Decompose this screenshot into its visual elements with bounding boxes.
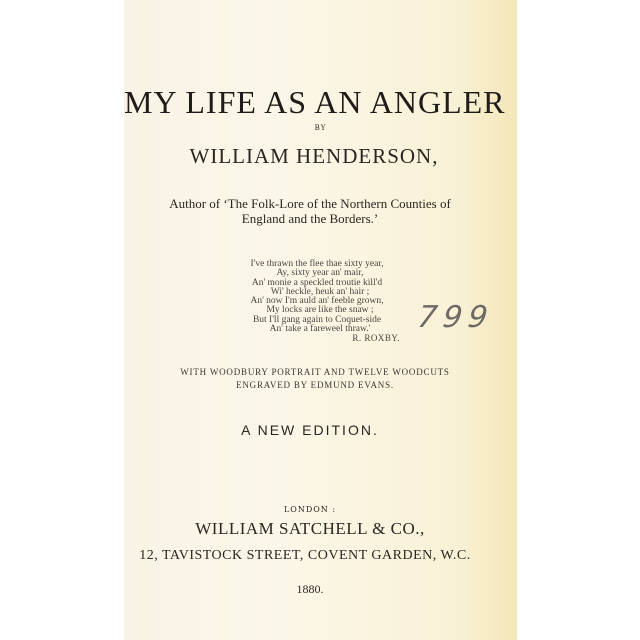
handwritten-note: 799: [415, 300, 496, 335]
poem-line: An' monie a speckled troutie kill'd: [251, 277, 383, 288]
poem-line: My locks are like the snaw ;: [266, 305, 374, 316]
edition: A NEW EDITION.: [241, 422, 379, 438]
poem-line: An' now I'm auld an' feeble grown,: [250, 296, 384, 307]
imprint-year: 1880.: [296, 582, 324, 596]
illustrations-line: ENGRAVED BY EDMUND EVANS.: [236, 380, 394, 390]
poem-line: I've thrawn the flee thae sixty year,: [250, 259, 384, 269]
poem-line: Wi' heckle, heuk an' hair ;: [270, 286, 370, 297]
author-description-line: Author of ‘The Folk-Lore of the Northern Counties of: [169, 196, 451, 211]
poem-line: An' take a fareweel thraw.': [269, 324, 371, 335]
poem-line: But I'll gang again to Coquet-side: [252, 314, 382, 325]
author-description: [160, 196, 460, 226]
author-name: WILLIAM HENDERSON,: [189, 144, 439, 168]
illustrations-note: [150, 366, 480, 392]
epigraph-poem: [240, 260, 400, 344]
poem-attribution: R. ROXBY.: [352, 333, 400, 344]
by-line: BY: [314, 124, 327, 132]
book-title: MY LIFE AS AN ANGLER: [124, 84, 506, 120]
imprint-city: LONDON :: [283, 505, 337, 514]
imprint-publisher: WILLIAM SATCHELL & CO.,: [195, 519, 425, 538]
imprint-address: 12, TAVISTOCK STREET, COVENT GARDEN, W.C.: [139, 548, 471, 563]
illustrations-line: WITH WOODBURY PORTRAIT AND TWELVE WOODCUTS: [180, 367, 450, 377]
poem-line: Ay, sixty year an' mair,: [276, 268, 364, 279]
author-description-line: England and the Borders.’: [241, 211, 379, 226]
